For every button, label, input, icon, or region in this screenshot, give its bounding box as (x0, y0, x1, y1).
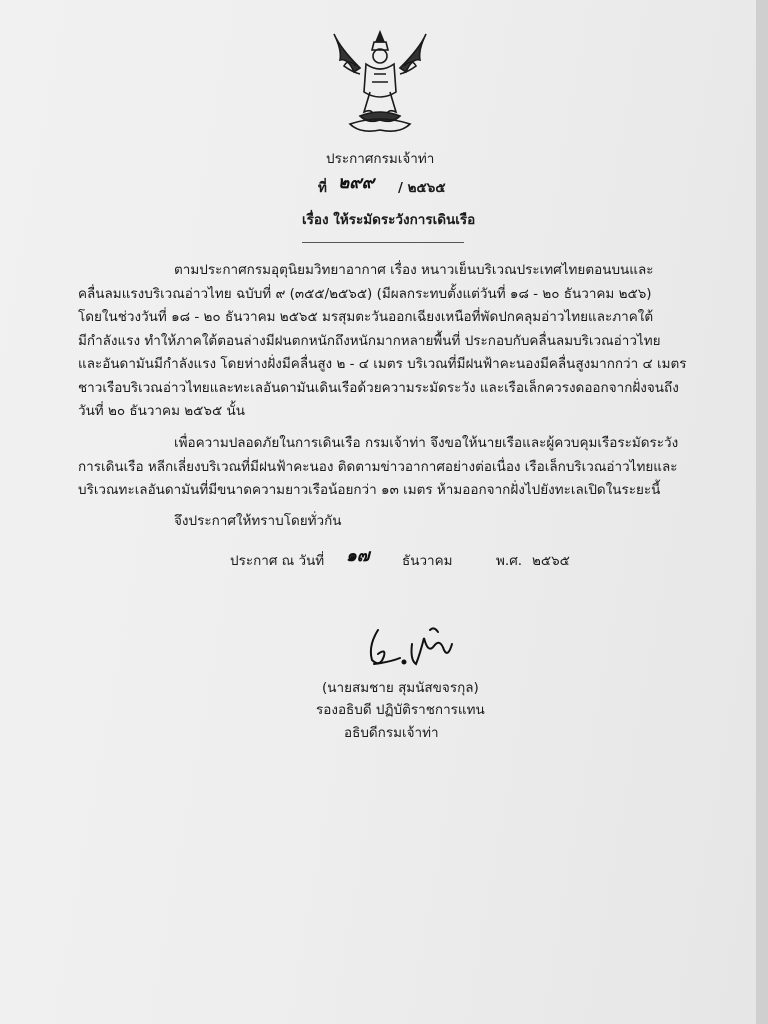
p1-line: ตามประกาศกรมอุตุนิยมวิทยาอากาศ เรื่อง หนาวเย็นบริเวณประเทศไทยตอนบนและ (174, 262, 654, 278)
p1-line: คลื่นลมแรงบริเวณอ่าวไทย ฉบับที่ ๙ (๓๕๕/๒๕๖๕) (มีผลกระทบตั้งแต่วันที่ ๑๘ - ๒๐ ธันวาคม ๒๕๖) (78, 285, 652, 302)
subject-line: เรื่อง ให้ระมัดระวังการเดินเรือ (302, 212, 476, 228)
page-edge-shadow (756, 0, 768, 1024)
number-year: / ๒๕๖๕ (398, 180, 446, 196)
p2-line: บริเวณทะเลอันดามันที่มีขนาดความยาวเรือน้อยกว่า ๑๓ เมตร ห้ามออกจากฝั่งไปยังทะเลเปิดในระยะนี้ (78, 482, 661, 498)
p1-line: และอันดามันมีกำลังแรง โดยห่างฝั่งมีคลื่นสูง ๒ - ๔ เมตร บริเวณที่มีฝนฟ้าคะนองมีคลื่นสูงมากกว่า ๔ เมตร (78, 356, 687, 372)
number-prefix: ที่ (318, 180, 327, 196)
title-underline (302, 242, 464, 243)
announcement-title: ประกาศกรมเจ้าท่า (326, 151, 435, 167)
number-handwritten: ๒๙๙ (338, 173, 375, 193)
signer-position-1: รองอธิบดี ปฏิบัติราชการแทน (316, 702, 485, 718)
date-month: ธันวาคม (402, 553, 453, 569)
handwritten-signature-icon (360, 624, 460, 674)
p2-line: การเดินเรือ หลีกเลี่ยงบริเวณที่มีฝนฟ้าคะนอง ติดตามข่าวอากาศอย่างต่อเนื่อง เรือเล็กบริเวณอ่าวไทยและ (78, 458, 678, 475)
closing-line: จึงประกาศให้ทราบโดยทั่วกัน (174, 513, 342, 529)
p1-line: ชาวเรือบริเวณอ่าวไทยและทะเลอันดามันเดินเรือด้วยความระมัดระวัง และเรือเล็กควรงดออกจากฝั่งจนถึง (78, 379, 679, 396)
p2-line: เพื่อความปลอดภัยในการเดินเรือ กรมเจ้าท่า จึงขอให้นายเรือและผู้ควบคุมเรือระมัดระวัง (174, 435, 679, 451)
signer-name: (นายสมชาย สุมนัสขจรกุล) (322, 680, 479, 696)
date-era: พ.ศ. (496, 553, 523, 569)
garuda-emblem-icon (330, 28, 430, 136)
signer-position-2: อธิบดีกรมเจ้าท่า (344, 725, 439, 741)
p1-line: มีกำลังแรง ทำให้ภาคใต้ตอนล่างมีฝนตกหนักถึงหนักมากหลายพื้นที่ ประกอบกับคลื่นลมบริเวณอ่าวไทย (78, 332, 661, 349)
date-year: ๒๕๖๕ (532, 553, 570, 569)
date-prefix: ประกาศ ณ วันที่ (230, 553, 325, 569)
paragraph-2 (78, 432, 682, 503)
paragraph-1 (78, 259, 687, 424)
date-day-handwritten: ๑๗ (346, 546, 370, 566)
p1-line: โดยในช่วงวันที่ ๑๘ - ๒๐ ธันวาคม ๒๕๖๕ มรสุมตะวันออกเฉียงเหนือที่พัดปกคลุมอ่าวไทยและภาคใต้ (78, 309, 654, 325)
p1-line: วันที่ ๒๐ ธันวาคม ๒๕๖๕ นั้น (78, 403, 245, 419)
